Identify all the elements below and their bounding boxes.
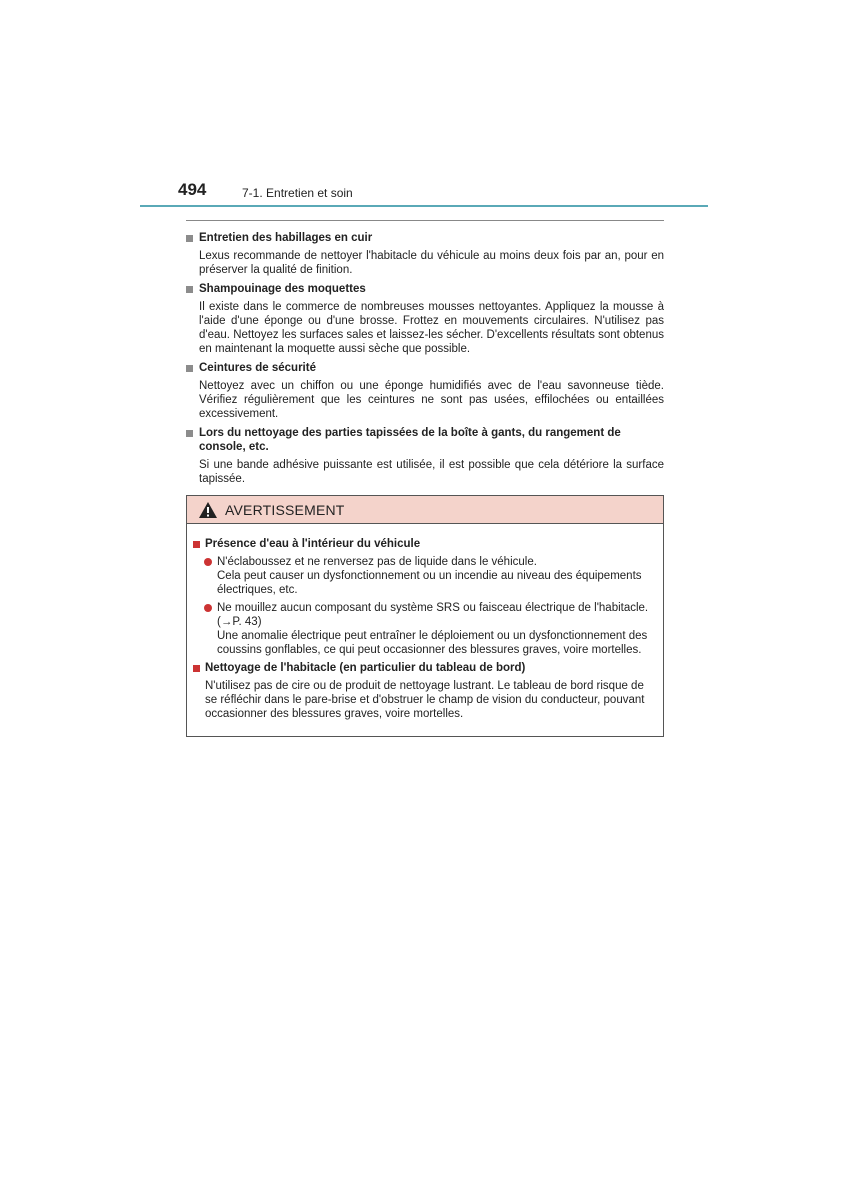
- section-title: Shampouinage des moquettes: [199, 283, 366, 295]
- section-square-icon: [186, 430, 193, 437]
- red-dot-icon: [204, 604, 212, 612]
- bullet-line: N'éclaboussez et ne renversez pas de liquide dans le véhicule.: [217, 556, 537, 568]
- section-square-icon: [186, 286, 193, 293]
- bullet-detail: Cela peut causer un dysfonctionnement ou un incendie au niveau des équipements électriques, etc.: [217, 570, 642, 596]
- warning-bullet: [204, 601, 649, 657]
- warning-title: AVERTISSEMENT: [225, 501, 345, 518]
- section-body: Si une bande adhésive puissante est utilisée, il est possible que cela détériore la surface tapissée.: [199, 459, 664, 485]
- warning-body: N'utilisez pas de cire ou de produit de nettoyage lustrant. Le tableau de bord risque de se réfléchir dans le pare-brise et d'obstruer le champ de vision du conducteur, pouvant occasionner des blessures graves, voire mortelles.: [205, 680, 645, 720]
- section-body: Nettoyez avec un chiffon ou une éponge humidifiés avec de l'eau savonneuse tiède. Vérifiez régulièrement que les ceintures ne sont pas usées, effilochées ou entaillées excessivement.: [199, 380, 664, 420]
- warning-box: [186, 495, 664, 737]
- section-title: Ceintures de sécurité: [199, 362, 316, 374]
- page-header: [140, 178, 708, 208]
- section: [186, 231, 664, 277]
- section: [186, 282, 664, 356]
- page-number: 494: [178, 180, 207, 199]
- warning-subtitle: Nettoyage de l'habitacle (en particulier du tableau de bord): [205, 662, 526, 674]
- red-dot-icon: [204, 558, 212, 566]
- section-square-icon: [186, 235, 193, 242]
- content-rule: [186, 220, 664, 221]
- warning-header: [187, 496, 663, 524]
- warning-content: [187, 524, 663, 721]
- warning-triangle-icon: [198, 501, 218, 519]
- red-square-icon: [193, 541, 200, 548]
- section-body: Il existe dans le commerce de nombreuses mousses nettoyantes. Appliquez la mousse à l'aide d'une éponge ou d'une brosse. Frottez en mouvements circulaires. N'utilisez pas d'eau. Nettoyez les surfaces sales et laissez-les sécher. D'excellents résultats sont obtenus en maintenant la moquette aussi sèche que possible.: [199, 301, 664, 355]
- content: [186, 228, 664, 491]
- section: [186, 361, 664, 421]
- section-body: Lexus recommande de nettoyer l'habitacle du véhicule au moins deux fois par an, pour en préserver la qualité de finition.: [199, 250, 664, 276]
- warning-bullet: [204, 555, 649, 597]
- section: [186, 426, 664, 486]
- bullet-line: Ne mouillez aucun composant du système SRS ou faisceau électrique de l'habitacle. (→P. 43): [217, 602, 649, 628]
- header-rule: [140, 205, 708, 207]
- section-square-icon: [186, 365, 193, 372]
- section-title: Entretien des habillages en cuir: [199, 232, 373, 244]
- warning-subtitle: Présence d'eau à l'intérieur du véhicule: [205, 538, 421, 550]
- chapter-title: 7-1. Entretien et soin: [242, 186, 353, 200]
- red-square-icon: [193, 665, 200, 672]
- section-title: Lors du nettoyage des parties tapissées de la boîte à gants, du rangement de console, etc.: [199, 427, 621, 453]
- bullet-detail: Une anomalie électrique peut entraîner le déploiement ou un dysfonctionnement des coussins gonflables, ce qui peut occasionner des blessures graves, voire mortelles.: [217, 630, 648, 656]
